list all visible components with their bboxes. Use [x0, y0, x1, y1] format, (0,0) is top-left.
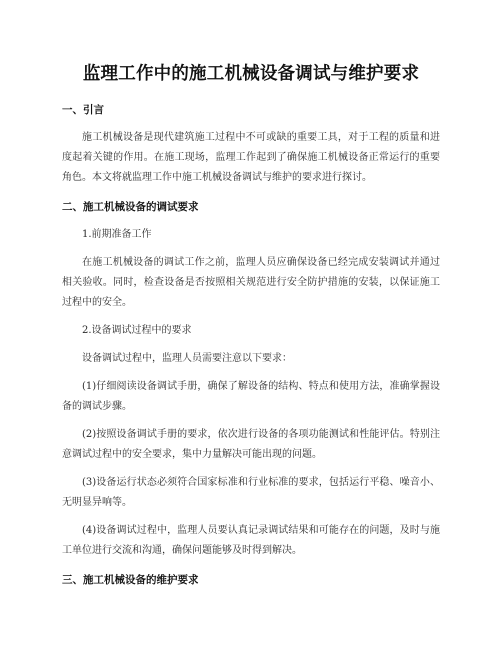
paragraph: 1.前期准备工作 — [82, 229, 152, 240]
section-introduction — [62, 103, 440, 188]
document-title: 监理工作中的施工机械设备调试与维护要求 — [82, 64, 420, 84]
paragraph: 2.设备调试过程中的要求 — [82, 325, 192, 336]
document-body — [62, 103, 440, 587]
section-heading: 二、施工机械设备的调试要求 — [62, 201, 199, 213]
paragraph: 设备调试过程中，监理人员需要注意以下要求： — [82, 353, 292, 364]
section-heading: 一、引言 — [62, 104, 104, 116]
section-debugging-requirements — [62, 200, 440, 561]
paragraph: (4)设备调试过程中，监理人员要认真记录调试结果和可能存在的问题，及时与施工单位进行交流和沟通，确保问题能够及时得到解决。 — [62, 525, 440, 556]
paragraph: 施工机械设备是现代建筑施工过程中不可或缺的重要工具，对于工程的质量和进度起着关键的作用。在施工现场，监理工作起到了确保施工机械设备正常运行的重要角色。本文将就监理工作中施工机械设备调试与维护的要求进行探讨。 — [62, 132, 440, 183]
section-heading: 三、施工机械设备的维护要求 — [62, 574, 199, 586]
paragraph: (2)按照设备调试手册的要求，依次进行设备的各项功能测试和性能评估。特别注意调试过程中的安全要求，集中力量解决可能出现的问题。 — [62, 429, 440, 460]
paragraph: 在施工机械设备的调试工作之前，监理人员应确保设备已经完成安装调试并通过相关验收。同时，检查设备是否按照相关规范进行安全防护措施的安装，以保证施工过程中的安全。 — [62, 257, 440, 308]
section-maintenance-requirements — [62, 573, 440, 587]
paragraph: (1)仔细阅读设备调试手册，确保了解设备的结构、特点和使用方法，准确掌握设备的调试步骤。 — [62, 381, 440, 412]
paragraph: (3)设备运行状态必须符合国家标准和行业标准的要求，包括运行平稳、噪音小、无明显异响等。 — [62, 477, 440, 508]
